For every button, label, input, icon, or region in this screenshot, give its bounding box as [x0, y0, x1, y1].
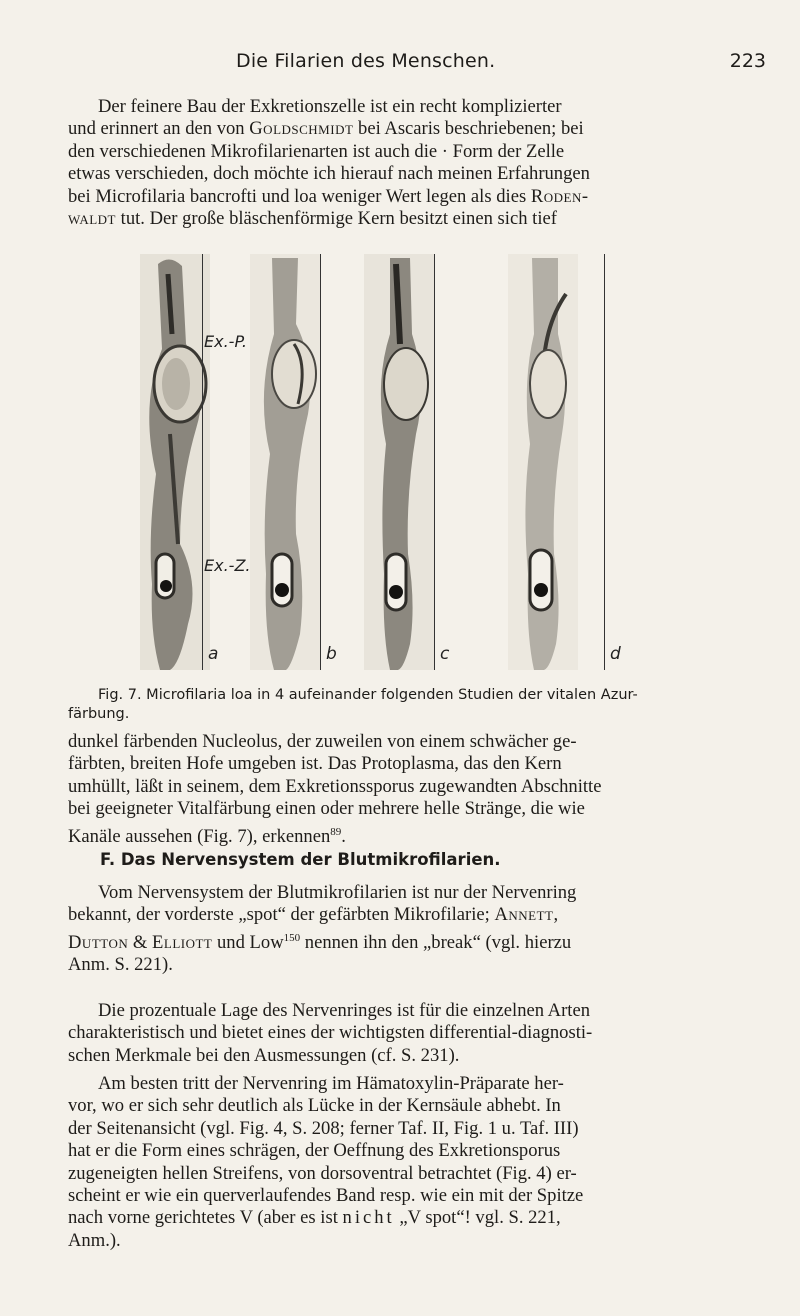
- microfilaria-illustration: [250, 254, 320, 670]
- text-fragment: bekannt, der vorderste „spot“ der gefärbten Mikrofilarie;: [68, 904, 495, 926]
- microfilaria-illustration: [508, 254, 578, 670]
- author-elliott: Elliott: [152, 932, 213, 953]
- paragraph-nervensystem: [68, 882, 768, 977]
- text-line: vor, wo er sich sehr deutlich als Lücke in der Kernsäule abhebt. In: [68, 1095, 561, 1117]
- author-annett: Annett,: [494, 904, 559, 926]
- text-line: [68, 208, 768, 230]
- author-goldschmidt: Goldschmidt: [249, 118, 354, 140]
- text-line: umhüllt, läßt in seinem, dem Exkretionssporus zugewandten Abschnitte: [68, 775, 602, 797]
- text-line: bei geeigneter Vitalfärbung einen oder mehrere helle Stränge, die wie: [68, 798, 585, 820]
- text-fragment: nach vorne gerichtetes V (aber es ist: [68, 1207, 343, 1229]
- label-ex-z: Ex.-Z.: [204, 556, 251, 575]
- microfilaria-illustration: [140, 254, 210, 670]
- caption-line: Fig. 7. Microfilaria loa in 4 aufeinander folgenden Studien der vitalen Azur-: [98, 687, 638, 703]
- text-line: [68, 186, 768, 208]
- figure-panel-b: [250, 254, 320, 670]
- text-line: Die prozentuale Lage des Nervenringes ist für die einzelnen Arten: [98, 1000, 591, 1021]
- panel-divider: [202, 254, 203, 670]
- section-heading: F. Das Nervensystem der Blutmikrofilarien.: [100, 850, 501, 869]
- text-line: Am besten tritt der Nervenring im Hämatoxylin-Präparate her-: [98, 1073, 564, 1094]
- caption-line: färbung.: [68, 706, 130, 722]
- figure-7: [140, 254, 680, 676]
- text-line: der Seitenansicht (vgl. Fig. 4, S. 208; ferner Taf. II, Fig. 1 u. Taf. III): [68, 1117, 579, 1139]
- panel-divider: [604, 254, 605, 670]
- panel-divider: [320, 254, 321, 670]
- text-fragment: bei Microfilaria bancrofti und loa weniger Wert legen als dies: [68, 185, 531, 207]
- text-fragment: „V spot“! vgl. S. 221,: [394, 1207, 561, 1229]
- microfilaria-illustration: [364, 254, 434, 670]
- text-fragment: bei Ascaris beschriebenen; bei: [353, 118, 584, 140]
- text-line: charakteristisch und bietet eines der wichtigsten differential-diagnosti-: [68, 1022, 593, 1044]
- text-fragment: und erinnert an den von: [68, 118, 250, 140]
- text-line: etwas verschieden, doch möchte ich hierauf nach meinen Erfahrungen: [68, 163, 590, 185]
- running-title: Die Filarien des Menschen.: [236, 50, 496, 72]
- text-fragment: nennen ihn den „break“ (vgl. hierzu: [300, 932, 572, 953]
- text-line: [68, 118, 768, 140]
- footnote-ref: 89: [330, 825, 342, 838]
- running-header: [0, 50, 800, 80]
- author-rodenwaldt-cont: waldt: [68, 208, 116, 230]
- figure-panel-c: [364, 254, 434, 670]
- text-line: [68, 927, 768, 955]
- text-line: [68, 1207, 768, 1229]
- paragraph-haematoxylin: [68, 1073, 768, 1252]
- text-line: zugeneigten hellen Streifens, von dorsoventral betrachtet (Fig. 4) er-: [68, 1162, 577, 1184]
- text-line: scheint er wie ein querverlaufendes Band resp. wie ein mit der Spitze: [68, 1185, 584, 1207]
- panel-letter-b: b: [326, 644, 337, 664]
- paragraph-prozentuale-lage: [68, 1000, 768, 1067]
- author-dutton: Dutton: [68, 932, 129, 953]
- text-fragment: tut. Der große bläschenförmige Kern besitzt einen sich tief: [116, 208, 557, 230]
- text-fragment: &: [128, 932, 153, 953]
- panel-letter-d: d: [610, 644, 621, 664]
- figure-panel-a: [140, 254, 210, 670]
- panel-letter-c: c: [440, 644, 450, 664]
- figure-panel-d: [508, 254, 578, 670]
- author-rodenwaldt: Roden-: [530, 185, 589, 207]
- text-fragment: und Low: [212, 932, 284, 953]
- page-number: 223: [729, 50, 766, 72]
- text-line: schen Merkmale bei den Ausmessungen (cf. S. 231).: [68, 1044, 460, 1066]
- figure-caption: [68, 686, 768, 724]
- label-ex-p: Ex.-P.: [204, 332, 247, 351]
- panel-letter-a: a: [208, 644, 219, 664]
- footnote-ref: 150: [283, 931, 301, 944]
- text-line: Anm.).: [68, 1229, 121, 1251]
- text-line: [68, 821, 768, 849]
- text-line: hat er die Form eines schrägen, der Oeffnung des Exkretionsporus: [68, 1140, 561, 1162]
- paragraph-exkretionszelle: [68, 96, 768, 230]
- text-line: färbten, breiten Hofe umgeben ist. Das Protoplasma, das den Kern: [68, 753, 562, 775]
- text-line: Anm. S. 221).: [68, 954, 173, 976]
- paragraph-nucleolus: [68, 731, 768, 848]
- text-line: Vom Nervensystem der Blutmikrofilarien ist nur der Nervenring: [98, 882, 577, 903]
- text-line: [68, 904, 768, 926]
- text-line: den verschiedenen Mikrofilarienarten ist auch die · Form der Zelle: [68, 140, 565, 162]
- text-fragment: .: [341, 825, 346, 847]
- text-line: Der feinere Bau der Exkretionszelle ist ein recht komplizierter: [98, 96, 562, 117]
- text-line: dunkel färbenden Nucleolus, der zuweilen von einem schwächer ge-: [68, 731, 577, 752]
- emphasis-nicht: nicht: [342, 1207, 395, 1229]
- panel-divider: [434, 254, 435, 670]
- text-fragment: Kanäle aussehen (Fig. 7), erkennen: [68, 825, 331, 847]
